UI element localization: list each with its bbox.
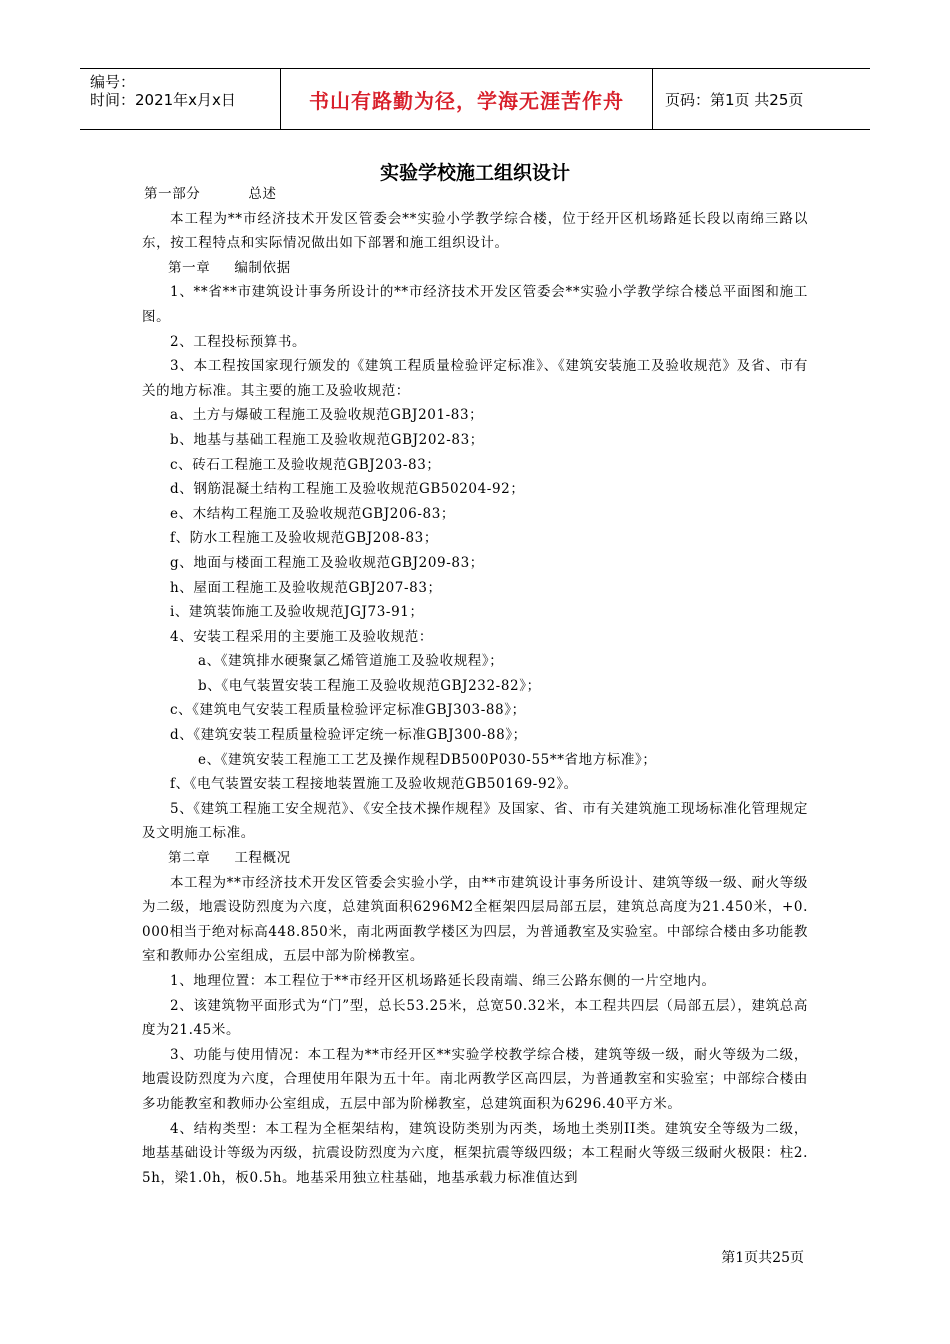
chapter-name: 编制依据 [234,259,291,276]
basis-paragraph: 5、《建筑工程施工安全规范》、《安全技术操作规程》及国家、省、市有关建筑施工现场标准化管理规定及文明施工标准。 [142,800,808,842]
chapter-heading [142,256,808,281]
chapter-label: 第二章 [168,850,211,867]
section-name: 总述 [248,186,277,202]
page-header [80,68,870,130]
time-label: 时间：2021年x月x日 [90,91,236,109]
standard-item: b、地基与基础工程施工及验收规范GBJ202-83； [170,431,484,448]
standard-item: c、砖石工程施工及验收规范GBJ203-83； [170,456,441,473]
overview-paragraph: 4、结构类型：本工程为全框架结构，建筑设防类别为丙类，场地土类别II类。建筑安全等级为二级，地基基础设计等级为丙级，抗震设防烈度为六度，框架抗震等级四级；本工程耐火等级三级耐火极限：柱2.5h，梁1.0h，板0.5h。地基采用独立柱基础，地基承载力标准值达到 [142,1120,808,1186]
chapter-label: 第一章 [168,259,211,276]
header-page-cell [653,69,870,129]
page-footer: 第1页共25页 [721,1250,804,1266]
standard-item: g、地面与楼面工程施工及验收规范GBJ209-83； [170,554,484,571]
install-item: f、《电气装置安装工程接地装置施工及验收规范GB50169-92》。 [170,776,578,793]
standard-item: h、屋面工程施工及验收规范GBJ207-83； [170,579,442,596]
header-left-cell [80,69,281,129]
overview-paragraph: 2、该建筑物平面形式为“门”型，总长53.25米，总宽50.32米，本工程共四层（局部五层），建筑总高度为21.45米。 [142,997,808,1039]
motto: 书山有路勤为径，学海无涯苦作舟 [309,88,624,113]
install-item: d、《建筑安装工程质量检验评定统一标准GBJ300-88》； [170,727,527,744]
install-item: e、《建筑安装工程施工工艺及操作规程DB500P030-55**省地方标准》； [198,751,657,768]
basis-paragraph: 2、工程投标预算书。 [170,333,307,350]
install-item: b、《电气装置安装工程施工及验收规范GBJ232-82》； [198,677,541,694]
install-item: c、《建筑电气安装工程质量检验评定标准GBJ303-88》； [170,702,526,719]
overview-paragraph: 本工程为**市经济技术开发区管委会实验小学，由**市建筑设计事务所设计、建筑等级一级、耐火等级为二级，地震设防烈度为六度，总建筑面积6296M2全框架四层局部五层，建筑总高度为21.450米，+0.000相当于绝对标高448.850米，南北两面教学楼区为四层，为普通教室及实验室。中部综合楼由多功能教室和教师办公室组成，五层中部为阶梯教室。 [142,874,808,965]
overview-paragraph: 1、地理位置：本工程位于**市经开区机场路延长段南端、绵三公路东侧的一片空地内。 [170,973,716,989]
standard-item: e、木结构工程施工及验收规范GBJ206-83； [170,505,456,522]
standard-item: f、防水工程施工及验收规范GBJ208-83； [170,530,438,547]
header-motto-cell [281,69,653,129]
overview-paragraph: 3、功能与使用情况：本工程为**市经开区**实验学校教学综合楼，建筑等级一级，耐火等级为二级，地震设防烈度为六度，合理使用年限为五十年。南北两教学区高四层，为普通教室和实验室；中部综合楼由多功能教室和教师办公室组成，五层中部为阶梯教室，总建筑面积为6296.40平方米。 [142,1046,808,1112]
section-label: 第一部分 [144,186,201,202]
standard-item: a、土方与爆破工程施工及验收规范GBJ201-83； [170,407,484,424]
number-label: 编号： [90,73,136,91]
install-item: a、《建筑排水硬聚氯乙烯管道施工及验收规程》； [198,653,504,670]
page-info: 页码：第1页 共25页 [665,90,804,109]
basis-paragraph: 1、**省**市建筑设计事务所设计的**市经济技术开发区管委会**实验小学教学综合楼总平面图和施工图。 [142,284,808,325]
document-title: 实验学校施工组织设计 [379,162,570,184]
install-heading: 4、安装工程采用的主要施工及验收规范： [170,628,433,645]
chapter-name: 工程概况 [234,850,291,867]
standard-item: i、建筑装饰施工及验收规范JGJ73-91； [170,604,424,621]
basis-paragraph: 3、本工程按国家现行颁发的《建筑工程质量检验评定标准》、《建筑安装施工及验收规范》及省、市有关的地方标准。其主要的施工及验收规范： [142,358,808,399]
standard-item: d、钢筋混凝土结构工程施工及验收规范GB50204-92； [170,481,525,498]
document-body [142,182,808,1190]
intro-paragraph: 本工程为**市经济技术开发区管委会**实验小学教学综合楼，位于经开区机场路延长段以南绵三路以东，按工程特点和实际情况做出如下部署和施工组织设计。 [142,210,808,252]
section-heading [142,182,808,207]
chapter-heading [142,846,808,871]
